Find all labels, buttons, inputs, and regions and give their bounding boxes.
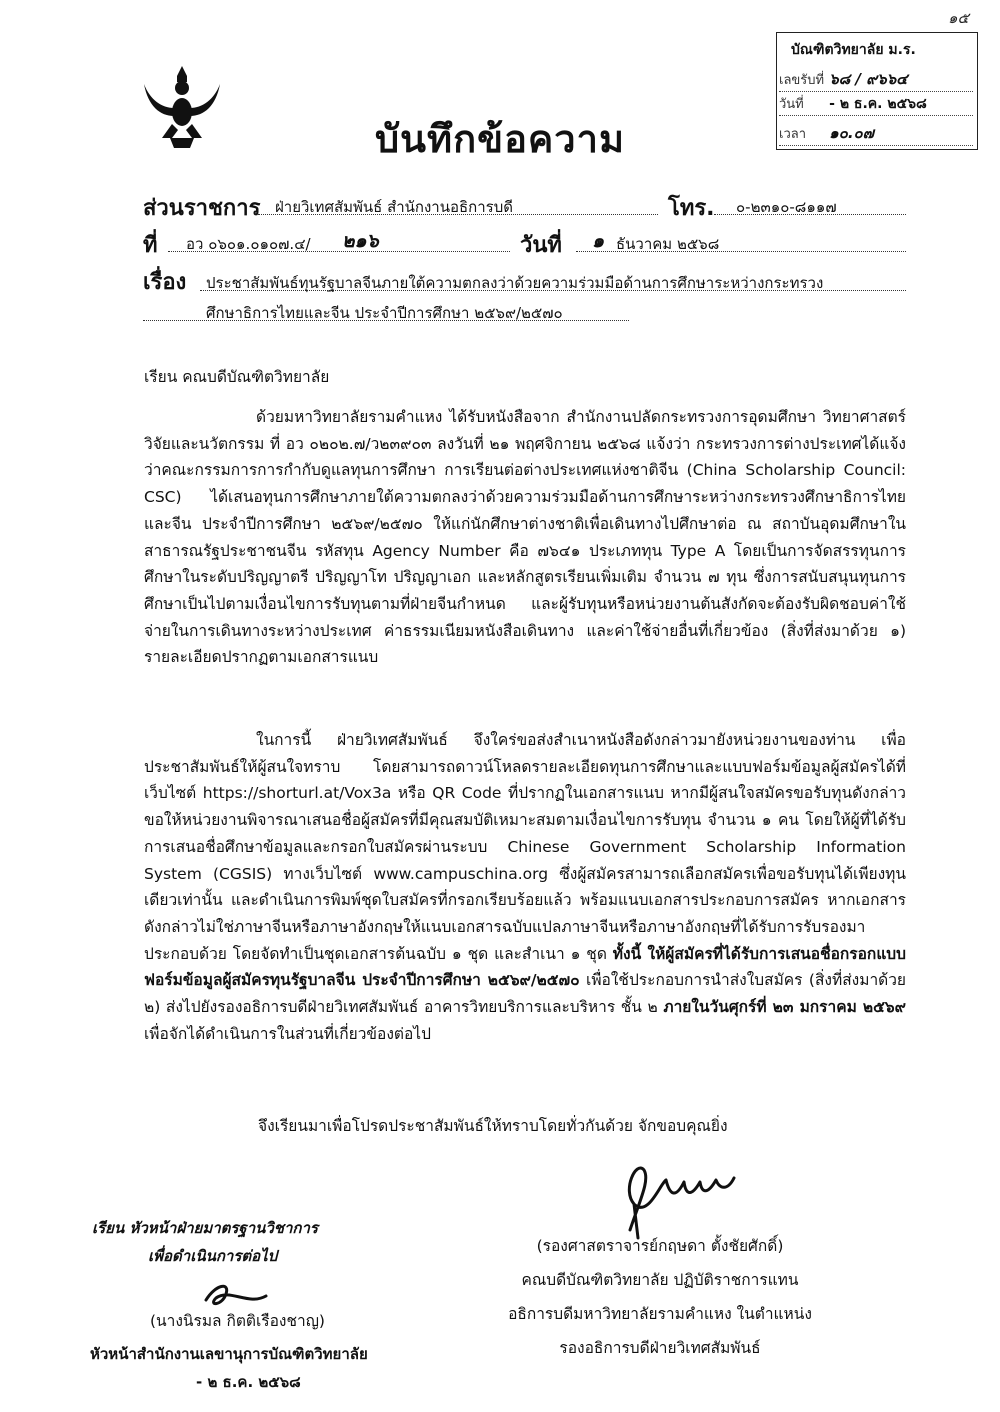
minute-date: - ๒ ธ.ค. ๒๕๖๘ — [196, 1373, 301, 1391]
phone-label: โทร. — [668, 196, 715, 221]
stamp-receive-label: เลขรับที่ — [779, 73, 825, 88]
paragraph-2-bold-2: ภายในวันศุกร์ที่ ๒๓ มกราคม ๒๕๖๙ — [663, 998, 907, 1017]
signer-block — [470, 1229, 850, 1365]
minute-line-1: เรียน หัวหน้าฝ่ายมาตรฐานวิชาการ — [92, 1219, 318, 1237]
stamp-receive-no: ๖๘ / ๙๖๖๔ — [829, 70, 908, 88]
ref-handwritten: ๒๑๖ — [342, 230, 379, 252]
minute-name: (นางนิรมล กิตติเรืองชาญ) — [150, 1312, 325, 1330]
ref-label: ที่ — [143, 233, 158, 258]
signer-signature-icon — [600, 1160, 760, 1240]
stamp-time-label: เวลา — [779, 127, 807, 142]
paragraph-1-text: ด้วยมหาวิทยาลัยรามคำแหง ได้รับหนังสือจาก สำนักงานปลัดกระทรวงการอุดมศึกษา วิทยาศาสตร์ วิจัยและนวัตกรรม ที่ อว ๐๒๐๒.๗/ว๒๓๙๐๓ ลงวันที่ ๒๑ พฤศจิกายน ๒๕๖๘ แจ้งว่า กระทรวงการต่างประเทศได้แจ้งว่าคณะกรรมการการกำกับดูแลทุนการศึกษา การเรียนต่อต่างประเทศแห่งชาติจีน (China Scholarship Council: CSC) ได้เสนอทุนการศึกษาภายใต้ความตกลงว่าด้วยความร่วมมือด้านการศึกษาระหว่างกระทรวงศึกษาธิการไทยและจีน ประจำปีการศึกษา ๒๕๖๙/๒๕๗๐ ให้แก่นักศึกษาต่างชาติเพื่อเดินทางไปศึกษาต่อ ณ สถาบันอุดมศึกษาในสาธารณรัฐประชาชนจีน รหัสทุน Agency Number คือ ๗๖๔๑ ประเภททุน Type A โดยเป็นการจัดสรรทุนการศึกษาในระดับปริญญาตรี ปริญญาโท ปริญญาเอก และหลักสูตรเรียนเพิ่มเติม จำนวน ๗ ทุน ซึ่งการสนับสนุนทุนการศึกษาเป็นไปตามเงื่อนไขการรับทุนตามที่ฝ่ายจีนกำหนด และผู้รับทุนหรือหน่วยงานต้นสังกัดจะต้องรับผิดชอบค่าใช้จ่ายในการเดินทางระหว่างประเทศ ค่าธรรมเนียมหนังสือเดินทาง และค่าใช้จ่ายอื่นที่เกี่ยวข้อง (สิ่งที่ส่งมาด้วย ๑) รายละเอียดปรากฏตามเอกสารแนบ — [144, 408, 906, 667]
signer-position-1: คณบดีบัณฑิตวิทยาลัย ปฏิบัติราชการแทน — [521, 1271, 799, 1289]
salutation: เรียน คณบดีบัณฑิตวิทยาลัย — [144, 368, 330, 386]
stamp-date-value: - ๒ ธ.ค. ๒๕๖๘ — [829, 96, 927, 112]
subject-line-1: ประชาสัมพันธ์ทุนรัฐบาลจีนภายใต้ความตกลงว่าด้วยความร่วมมือด้านการศึกษาระหว่างกระทรวง — [206, 274, 824, 292]
date-label: วันที่ — [520, 233, 562, 258]
document-title: บันทึกข้อความ — [374, 117, 626, 161]
body-paragraph-2 — [144, 727, 906, 1047]
stamp-receive-row — [779, 67, 973, 92]
date-value: ธันวาคม ๒๕๖๘ — [616, 235, 720, 253]
minute-line-2: เพื่อดำเนินการต่อไป — [148, 1247, 278, 1265]
paragraph-2-bold-1: ทั้งนี้ ให้ผู้สมัครที่ได้รับการเสนอชื่อกรอกแบบฟอร์มข้อมูลผู้สมัครทุนรัฐบาลจีน ประจำปีการศึกษา ๒๕๖๙/๒๕๗๐ — [144, 944, 906, 990]
subject-label: เรื่อง — [143, 270, 187, 295]
paragraph-2-part-2: เพื่อใช้ประกอบการนำส่งใบสมัคร (สิ่งที่ส่งมาด้วย ๒) ส่งไปยังรองอธิการบดีฝ่ายวิเทศสัมพันธ์ อาคารวิทยบริการและบริหาร ชั้น ๒ — [144, 971, 907, 1017]
paragraph-2-part-1: ในการนี้ ฝ่ายวิเทศสัมพันธ์ จึงใคร่ขอส่งสำเนาหนังสือดังกล่าวมายังหน่วยงานของท่าน เพื่อประชาสัมพันธ์ให้ผู้สนใจทราบ โดยสามารถดาวน์โหลดรายละเอียดทุนการศึกษาและแบบฟอร์มข้อมูลผู้สมัครได้ที่เว็บไซต์ https://shorturl.at/Vox3a หรือ QR Code ที่ปรากฏในเอกสารแนบ หากมีผู้สนใจสมัครขอรับทุนดังกล่าว ขอให้หน่วยงานพิจารณาเสนอชื่อผู้สมัครที่มีคุณสมบัติเหมาะสมตามเงื่อนไขการรับทุน จำนวน ๑ คน โดยให้ผู้ที่ได้รับการเสนอชื่อศึกษาข้อมูลและกรอกใบสมัครผ่านระบบ Chinese Government Scholarship Information System (CGSIS) ทางเว็บไซต์ www.campuschina.org ซึ่งผู้สมัครสามารถเลือกสมัครเพื่อขอรับทุนได้เพียงทุนเดียวเท่านั้น และดำเนินการพิมพ์ชุดใบสมัครที่กรอกเรียบร้อยแล้ว พร้อมแนบเอกสารประกอบการสมัคร หากเอกสารดังกล่าวไม่ใช่ภาษาจีนหรือภาษาอังกฤษให้แนบเอกสารฉบับแปลภาษาจีนหรือภาษาอังกฤษที่ได้รับการรับรองมาประกอบด้วย โดยจัดทำเป็นชุดเอกสารต้นฉบับ ๑ ชุด และสำเนา ๑ ชุด — [144, 731, 906, 963]
closing-line: จึงเรียนมาเพื่อโปรดประชาสัมพันธ์ให้ทราบโดยทั่วกันด้วย จักขอบคุณยิ่ง — [258, 1117, 728, 1135]
page-mark: ๑๕ — [948, 9, 969, 27]
division-label: ส่วนราชการ — [143, 196, 261, 221]
stamp-date-label: วันที่ — [779, 97, 804, 112]
subject-line-2: ศึกษาธิการไทยและจีน ประจำปีการศึกษา ๒๕๖๙/๒๕๗๐ — [206, 304, 563, 322]
date-day-handwritten: ๑ — [592, 230, 605, 252]
stamp-time-value: ๑๐.๐๗ — [829, 124, 874, 142]
stamp-title: บัณฑิตวิทยาลัย ม.ร. — [791, 42, 916, 58]
ref-value: อว ๐๖๐๑.๐๑๐๗.๔/ — [186, 235, 311, 253]
body-paragraph-1 — [144, 404, 906, 671]
signer-name: (รองศาสตราจารย์กฤษดา ตั้งชัยศักดิ์) — [536, 1237, 784, 1255]
signer-position-2: อธิการบดีมหาวิทยาลัยรามคำแหง ในตำแหน่ง — [508, 1305, 812, 1323]
paragraph-2-text — [144, 727, 906, 1047]
paragraph-2-part-3: เพื่อจักได้ดำเนินการในส่วนที่เกี่ยวข้องต่อไป — [144, 1024, 431, 1043]
phone-value: ๐-๒๓๑๐-๘๑๑๗ — [736, 198, 837, 216]
signer-position-3: รองอธิการบดีฝ่ายวิเทศสัมพันธ์ — [559, 1339, 761, 1357]
minute-position: หัวหน้าสำนักงานเลขานุการบัณฑิตวิทยาลัย — [90, 1345, 368, 1363]
division-value: ฝ่ายวิเทศสัมพันธ์ สำนักงานอธิการบดี — [275, 198, 513, 216]
